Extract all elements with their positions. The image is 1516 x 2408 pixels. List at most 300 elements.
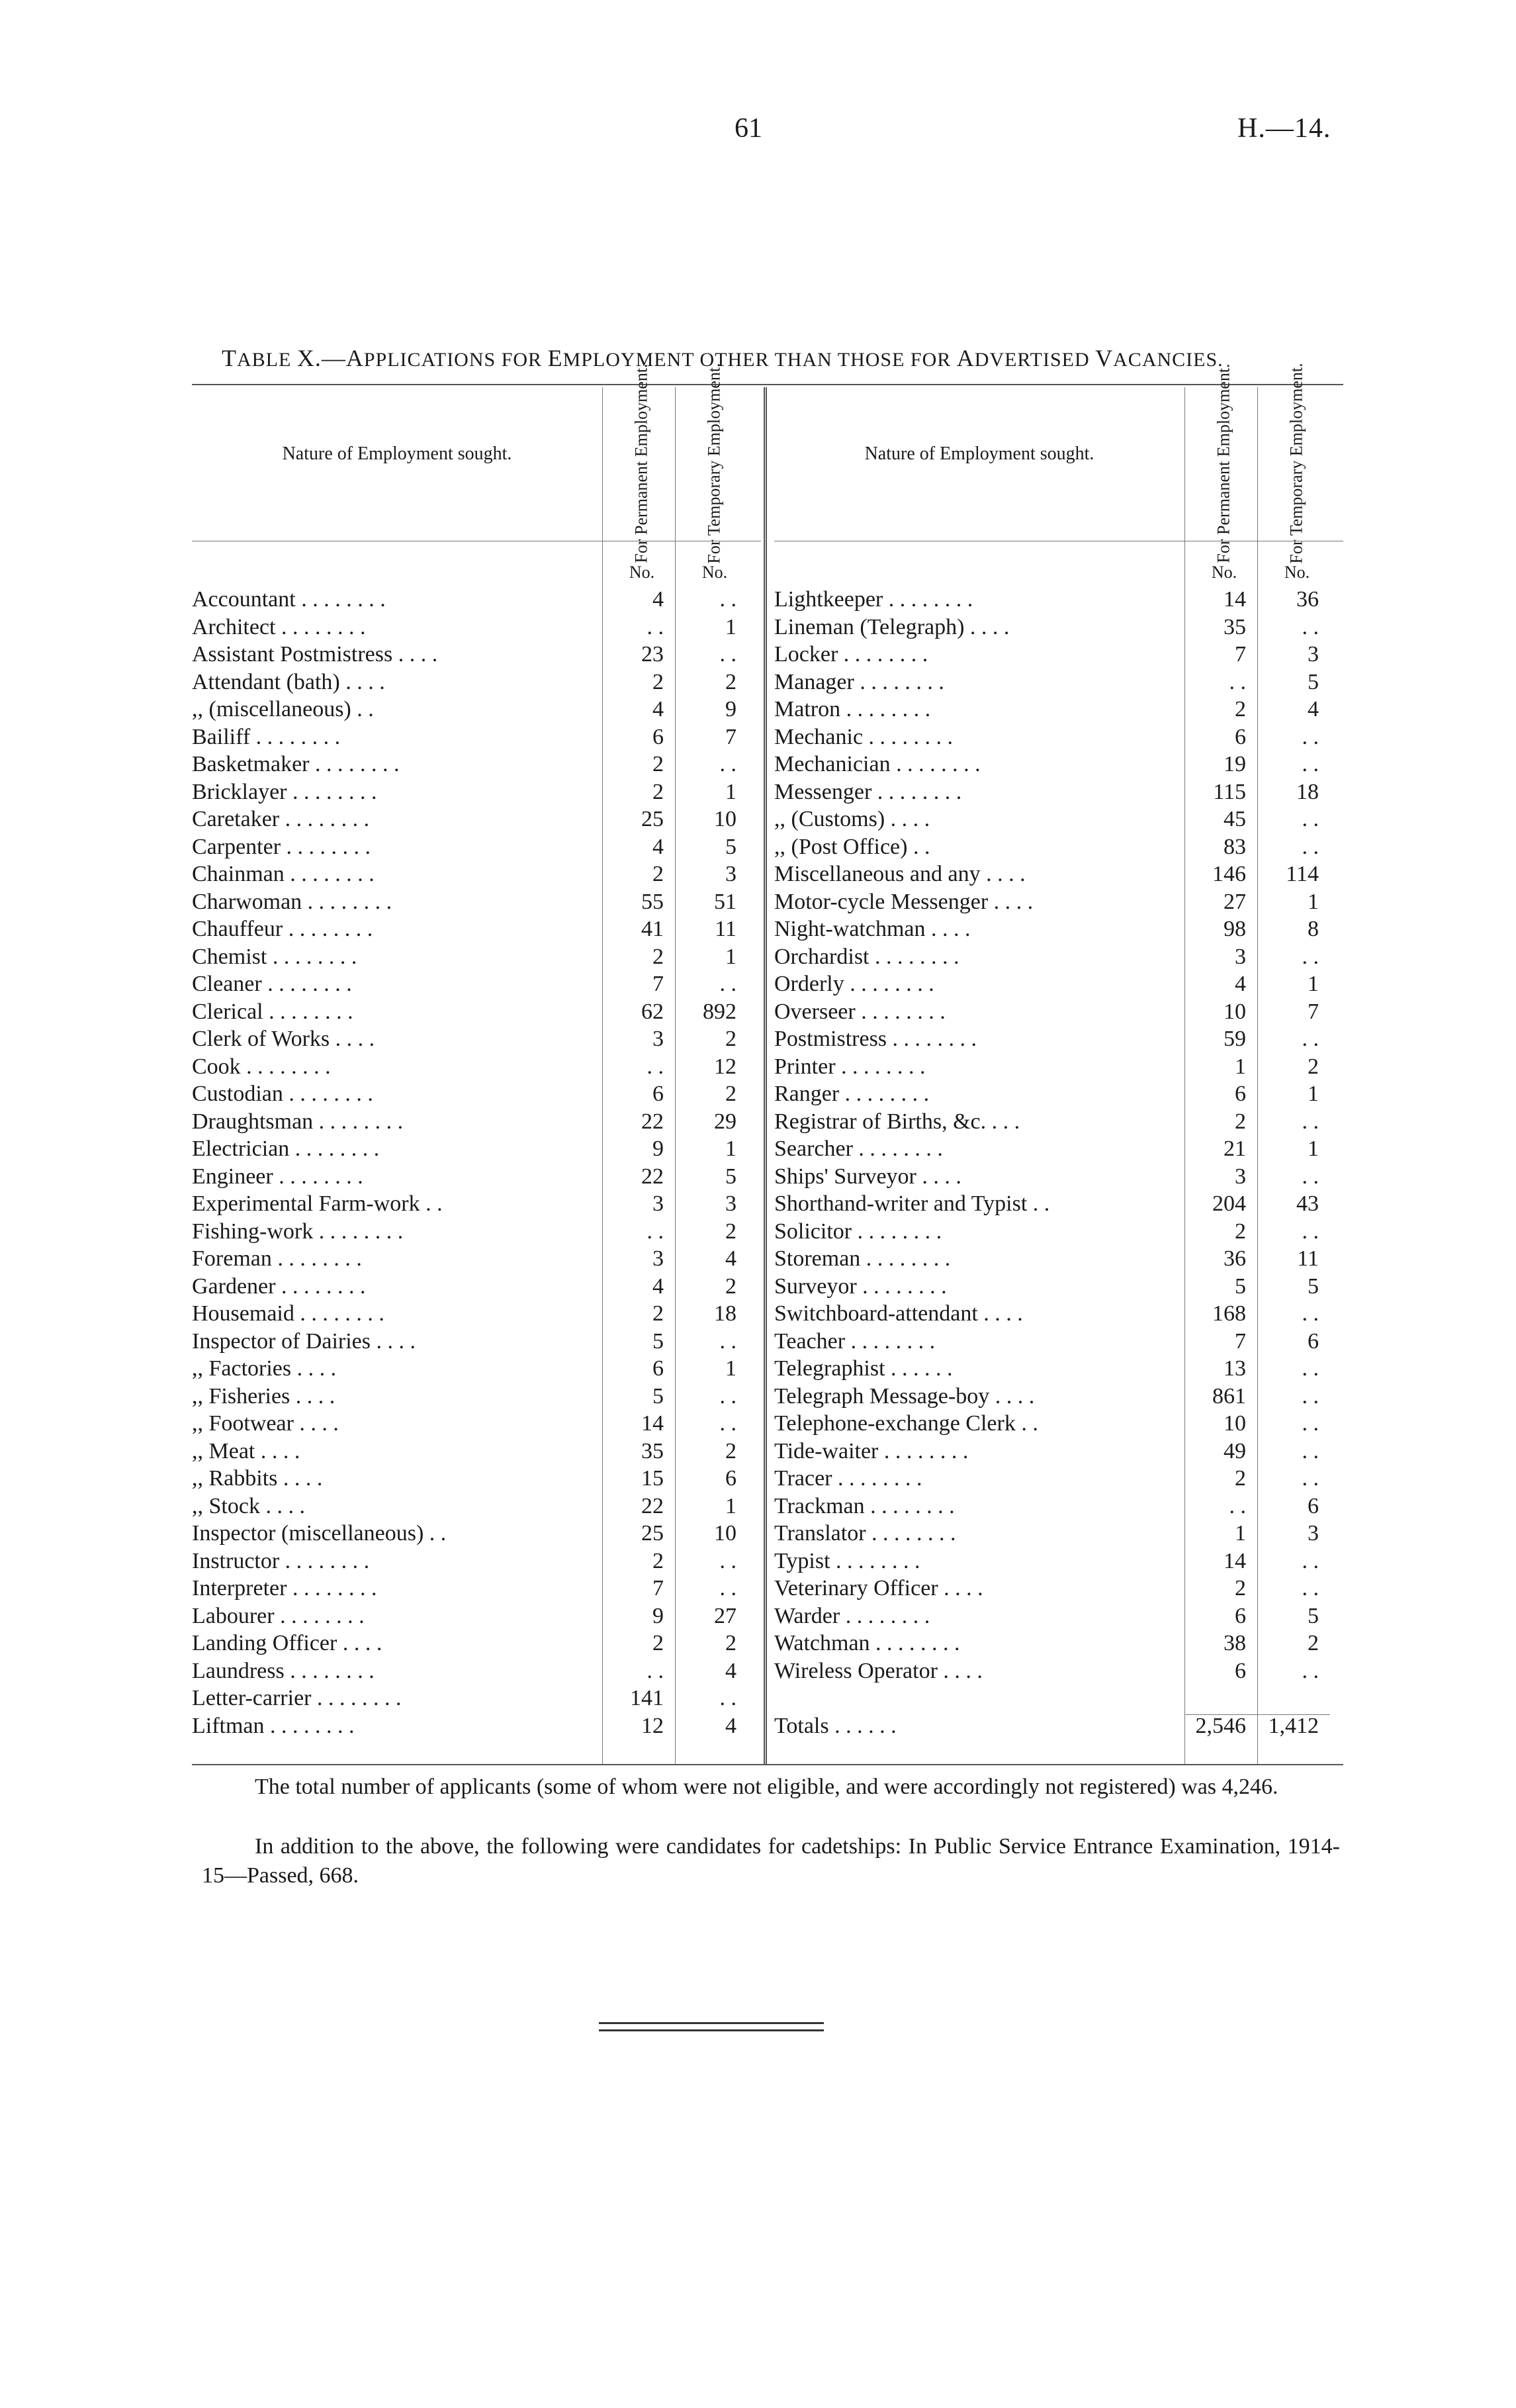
- row-occupation: Manager . . . . . . . .: [774, 669, 944, 694]
- row-temporary-count: 1: [725, 1356, 736, 1381]
- table-row: [192, 1355, 761, 1383]
- row-occupation: Miscellaneous and any . . . .: [774, 862, 1026, 886]
- row-temporary-count: 5: [1308, 1603, 1319, 1628]
- row-temporary-count: . .: [719, 1328, 736, 1354]
- row-temporary-count: 3: [725, 1191, 736, 1216]
- table-row: [192, 614, 761, 641]
- row-temporary-count: 2: [1308, 1054, 1319, 1079]
- row-occupation: Labourer . . . . . . . .: [192, 1603, 365, 1628]
- row-occupation: Warder . . . . . . . .: [774, 1603, 930, 1628]
- row-temporary-count: . .: [1302, 724, 1319, 749]
- row-permanent-count: 12: [641, 1713, 664, 1738]
- table-row: [192, 1218, 761, 1246]
- row-permanent-count: 6: [652, 1082, 664, 1106]
- table-row: [774, 1300, 1343, 1328]
- table-row: [192, 1602, 761, 1630]
- row-permanent-count: 1: [1235, 1521, 1246, 1546]
- row-temporary-count: 18: [714, 1301, 736, 1326]
- row-occupation: Bailiff . . . . . . . .: [192, 724, 341, 749]
- table-row: [774, 1465, 1343, 1493]
- row-permanent-count: 25: [641, 1521, 664, 1546]
- row-temporary-count: . .: [719, 1686, 736, 1710]
- table-row: [192, 1328, 761, 1356]
- row-permanent-count: . .: [647, 614, 664, 639]
- table-row: [192, 1410, 761, 1438]
- row-temporary-count: . .: [1302, 1164, 1319, 1189]
- row-permanent-count: 7: [1235, 1328, 1246, 1354]
- row-occupation: Registrar of Births, &c. . . .: [774, 1109, 1020, 1134]
- row-temporary-count: 1: [725, 779, 736, 804]
- row-occupation: Telegraph Message-boy . . . .: [774, 1383, 1035, 1409]
- row-permanent-count: 204: [1212, 1191, 1246, 1216]
- row-occupation: Telegraphist . . . . . .: [774, 1356, 953, 1381]
- row-permanent-count: 5: [1235, 1273, 1246, 1299]
- row-permanent-count: 23: [641, 642, 664, 667]
- table-row: [192, 586, 761, 614]
- row-occupation: Inspector (miscellaneous) . .: [192, 1521, 447, 1546]
- title-part: E: [547, 345, 563, 371]
- table-row: [774, 1080, 1343, 1108]
- row-permanent-count: 15: [641, 1466, 664, 1491]
- row-permanent-count: 146: [1212, 862, 1246, 886]
- row-temporary-count: . .: [1302, 1356, 1319, 1381]
- row-temporary-count: 7: [725, 724, 736, 749]
- row-permanent-count: 9: [652, 1136, 664, 1161]
- column-header-nature: Nature of Employment sought.: [282, 443, 512, 464]
- row-temporary-count: . .: [1302, 1438, 1319, 1463]
- row-permanent-count: 3: [652, 1246, 664, 1271]
- row-temporary-count: . .: [719, 1383, 736, 1409]
- table-row: [192, 1108, 761, 1136]
- row-temporary-count: 1: [1308, 1136, 1319, 1161]
- table-row: [192, 1438, 761, 1465]
- row-permanent-count: 14: [1224, 1548, 1246, 1573]
- end-rule-lower: [599, 2029, 824, 2031]
- table-row: [774, 1163, 1343, 1191]
- row-permanent-count: 7: [652, 1576, 664, 1600]
- row-permanent-count: 2: [652, 1301, 664, 1326]
- right-rows: [774, 586, 1343, 1739]
- table-row: [192, 1465, 761, 1493]
- title-part: ABLE: [237, 349, 297, 371]
- row-permanent-count: 10: [1224, 999, 1246, 1024]
- row-permanent-count: 3: [1235, 1164, 1246, 1189]
- row-permanent-count: 45: [1224, 807, 1246, 831]
- row-occupation: Attendant (bath) . . . .: [192, 669, 385, 694]
- row-temporary-count: 114: [1286, 862, 1319, 886]
- row-permanent-count: 6: [652, 724, 664, 749]
- table-row: [192, 915, 761, 943]
- row-occupation: Draughtsman . . . . . . . .: [192, 1109, 404, 1134]
- row-permanent-count: 22: [641, 1493, 664, 1518]
- table-row: [774, 1438, 1343, 1465]
- table-row: [774, 669, 1343, 696]
- row-occupation: Carpenter . . . . . . . .: [192, 834, 371, 859]
- row-occupation: Landing Officer . . . .: [192, 1631, 382, 1655]
- row-permanent-count: 2: [652, 862, 664, 886]
- table-row: [774, 1657, 1343, 1685]
- row-occupation: Teacher . . . . . . . .: [774, 1328, 936, 1354]
- row-occupation: Gardener . . . . . . . .: [192, 1273, 366, 1299]
- row-occupation: Architect . . . . . . . .: [192, 614, 366, 639]
- unit-label-permanent: No.: [629, 563, 655, 582]
- row-temporary-count: . .: [1302, 1301, 1319, 1326]
- row-permanent-count: 35: [1224, 614, 1246, 639]
- column-header-nature: Nature of Employment sought.: [864, 443, 1094, 464]
- table-row: [774, 1575, 1343, 1602]
- row-occupation: Locker . . . . . . . .: [774, 642, 928, 667]
- row-occupation: Basketmaker . . . . . . . .: [192, 752, 400, 776]
- row-temporary-count: 2: [725, 1273, 736, 1299]
- row-occupation: Engineer . . . . . . . .: [192, 1164, 363, 1189]
- page-number: 61: [735, 113, 762, 144]
- row-occupation: Ships' Surveyor . . . .: [774, 1164, 961, 1189]
- column-header-temporary: For Temporary Employment.: [1287, 363, 1306, 564]
- row-temporary-count: 8: [1308, 917, 1319, 941]
- row-occupation: ,, Factories . . . .: [192, 1356, 337, 1381]
- row-occupation: Wireless Operator . . . .: [774, 1658, 983, 1683]
- row-temporary-count: 1: [725, 1136, 736, 1161]
- table-row: [192, 723, 761, 751]
- row-permanent-count: 1: [1235, 1054, 1246, 1079]
- table-row: [774, 1712, 1343, 1740]
- row-temporary-count: . .: [1302, 1219, 1319, 1244]
- row-occupation: ,, Fisheries . . . .: [192, 1383, 335, 1409]
- row-permanent-count: 2: [652, 779, 664, 804]
- row-occupation: ,, (Customs) . . . .: [774, 807, 930, 831]
- row-temporary-count: . .: [1302, 1658, 1319, 1683]
- row-permanent-count: 62: [641, 999, 664, 1024]
- row-occupation: Switchboard-attendant . . . .: [774, 1301, 1023, 1326]
- row-occupation: Shorthand-writer and Typist . .: [774, 1191, 1050, 1216]
- row-temporary-count: 2: [725, 1631, 736, 1655]
- table-left-half: [192, 363, 761, 1764]
- row-permanent-count: 38: [1224, 1631, 1246, 1655]
- row-occupation: Lineman (Telegraph) . . . .: [774, 614, 1010, 639]
- row-temporary-count: . .: [1302, 834, 1319, 859]
- row-permanent-count: 2: [652, 944, 664, 969]
- table-row: [192, 998, 761, 1026]
- row-temporary-count: 6: [1308, 1328, 1319, 1354]
- row-temporary-count: 43: [1296, 1191, 1319, 1216]
- table-row: [192, 1520, 761, 1548]
- row-temporary-count: 2: [725, 669, 736, 694]
- row-occupation: Searcher . . . . . . . .: [774, 1136, 943, 1161]
- row-permanent-count: . .: [647, 1658, 664, 1683]
- row-permanent-count: 27: [1224, 889, 1246, 914]
- row-occupation: Housemaid . . . . . . . .: [192, 1301, 384, 1326]
- row-permanent-count: 9: [652, 1603, 664, 1628]
- row-permanent-count: 5: [652, 1383, 664, 1409]
- row-occupation: Caretaker . . . . . . . .: [192, 807, 370, 831]
- row-temporary-count: 1: [1308, 889, 1319, 914]
- row-permanent-count: 4: [652, 697, 664, 721]
- row-permanent-count: 59: [1224, 1027, 1246, 1051]
- row-occupation: Night-watchman . . . .: [774, 917, 971, 941]
- table-row: [192, 1025, 761, 1053]
- table-row: [774, 1190, 1343, 1218]
- table-row: [192, 751, 761, 778]
- table-row: [774, 1520, 1343, 1548]
- row-temporary-count: 7: [1308, 999, 1319, 1024]
- row-occupation: ,, Meat . . . .: [192, 1438, 300, 1463]
- table-row: [774, 915, 1343, 943]
- table-row: [192, 1657, 761, 1685]
- unit-label-temporary: No.: [1284, 563, 1310, 582]
- table-row: [774, 1493, 1343, 1520]
- row-permanent-count: 6: [652, 1356, 664, 1381]
- table-row: [774, 1245, 1343, 1273]
- table-row: [192, 943, 761, 971]
- row-occupation: Solicitor . . . . . . . .: [774, 1219, 942, 1244]
- row-occupation: Orderly . . . . . . . .: [774, 972, 934, 996]
- table-right-half: [774, 363, 1343, 1764]
- table-row: [774, 970, 1343, 998]
- table-row: [774, 1025, 1343, 1053]
- row-occupation: Bricklayer . . . . . . . .: [192, 779, 377, 804]
- row-permanent-count: 2: [652, 669, 664, 694]
- row-temporary-count: 11: [1297, 1246, 1319, 1271]
- row-permanent-count: 10: [1224, 1411, 1246, 1436]
- employment-applications-table: [192, 363, 1343, 1764]
- row-temporary-count: 1: [1308, 1082, 1319, 1106]
- table-row: [192, 1300, 761, 1328]
- table-row: [192, 641, 761, 669]
- row-temporary-count: 4: [725, 1246, 736, 1271]
- row-occupation: Typist . . . . . . . .: [774, 1548, 920, 1573]
- row-permanent-count: 3: [652, 1027, 664, 1051]
- table-row: [774, 888, 1343, 916]
- row-permanent-count: 2: [652, 1631, 664, 1655]
- table-row: [774, 1273, 1343, 1301]
- row-occupation: Tracer . . . . . . . .: [774, 1466, 922, 1491]
- row-temporary-count: 3: [725, 862, 736, 886]
- row-temporary-count: . .: [1302, 944, 1319, 969]
- row-occupation: Trackman . . . . . . . .: [774, 1493, 955, 1518]
- row-temporary-count: 3: [1308, 1521, 1319, 1546]
- table-row: [774, 1053, 1343, 1081]
- row-permanent-count: 36: [1224, 1246, 1246, 1271]
- row-permanent-count: . .: [1229, 669, 1246, 694]
- row-occupation: Clerical . . . . . . . .: [192, 999, 353, 1024]
- table-row: [774, 1355, 1343, 1383]
- row-occupation: Watchman . . . . . . . .: [774, 1631, 960, 1655]
- row-occupation: Chauffeur . . . . . . . .: [192, 917, 373, 941]
- row-temporary-count: 2: [1308, 1631, 1319, 1655]
- title-part: A: [956, 345, 975, 371]
- row-temporary-count: 5: [1308, 1273, 1319, 1299]
- row-occupation: Motor-cycle Messenger . . . .: [774, 889, 1034, 914]
- row-occupation: Surveyor . . . . . . . .: [774, 1273, 947, 1299]
- table-row: [192, 1053, 761, 1081]
- row-temporary-count: 6: [725, 1466, 736, 1491]
- row-temporary-count: 51: [714, 889, 736, 914]
- row-temporary-count: . .: [1302, 752, 1319, 776]
- row-temporary-count: . .: [1302, 807, 1319, 831]
- table-row: [192, 1190, 761, 1218]
- row-temporary-count: . .: [719, 972, 736, 996]
- title-part: MPLOYMENT OTHER THAN THOSE FOR: [562, 349, 957, 371]
- row-temporary-count: . .: [719, 642, 736, 667]
- row-occupation: Translator . . . . . . . .: [774, 1521, 956, 1546]
- row-occupation: Ranger . . . . . . . .: [774, 1082, 930, 1106]
- row-permanent-count: 2: [652, 752, 664, 776]
- row-temporary-count: 2: [725, 1027, 736, 1051]
- title-part: V: [1095, 345, 1114, 371]
- table-row: [774, 860, 1343, 888]
- row-occupation: Fishing-work . . . . . . . .: [192, 1219, 404, 1244]
- table-row: [192, 1135, 761, 1163]
- row-permanent-count: 25: [641, 807, 664, 831]
- row-temporary-count: . .: [1302, 1466, 1319, 1491]
- title-part: PPLICATIONS FOR: [363, 349, 548, 371]
- row-permanent-count: . .: [647, 1219, 664, 1244]
- row-temporary-count: 27: [714, 1603, 736, 1628]
- table-row: [774, 1602, 1343, 1630]
- row-permanent-count: 22: [641, 1164, 664, 1189]
- row-temporary-count: 3: [1308, 642, 1319, 667]
- row-permanent-count: 49: [1224, 1438, 1246, 1463]
- row-occupation: Electrician . . . . . . . .: [192, 1136, 380, 1161]
- row-occupation: Tide-waiter . . . . . . . .: [774, 1438, 969, 1463]
- row-occupation: ,, (miscellaneous) . .: [192, 697, 374, 721]
- table-row: [192, 1548, 761, 1575]
- row-permanent-count: 13: [1224, 1356, 1246, 1381]
- row-occupation: Cook . . . . . . . .: [192, 1054, 331, 1079]
- table-row: [774, 641, 1343, 669]
- row-occupation: ,, Footwear . . . .: [192, 1411, 339, 1436]
- row-occupation: ,, Rabbits . . . .: [192, 1466, 323, 1491]
- table-row: [774, 614, 1343, 641]
- row-permanent-count: 83: [1224, 834, 1246, 859]
- table-row: [774, 1548, 1343, 1575]
- row-permanent-count: . .: [1229, 1493, 1246, 1518]
- table-row: [192, 778, 761, 806]
- table-row: [774, 1135, 1343, 1163]
- row-occupation: Mechanician . . . . . . . .: [774, 752, 981, 776]
- row-occupation: Messenger . . . . . . . .: [774, 779, 962, 804]
- table-row: [192, 1575, 761, 1602]
- row-temporary-count: 1,412: [1268, 1713, 1319, 1738]
- note-total-applicants: The total number of applicants (some of whom were not eligible, and were accordingly not registered) was 4,246.: [255, 1775, 1278, 1799]
- row-occupation: Accountant . . . . . . . .: [192, 587, 386, 612]
- row-temporary-count: 2: [725, 1219, 736, 1244]
- end-rule-upper: [599, 2022, 824, 2024]
- row-temporary-count: 36: [1296, 587, 1319, 612]
- table-row: [192, 970, 761, 998]
- row-occupation: Matron . . . . . . . .: [774, 697, 931, 721]
- table-row: [774, 998, 1343, 1026]
- table-row: [192, 1493, 761, 1520]
- row-permanent-count: 3: [652, 1191, 664, 1216]
- table-row: [192, 806, 761, 833]
- row-temporary-count: 2: [725, 1082, 736, 1106]
- document-reference: H.—14.: [1237, 113, 1331, 144]
- table-row: [774, 1383, 1343, 1411]
- title-part: T: [222, 345, 237, 371]
- row-temporary-count: 18: [1296, 779, 1319, 804]
- row-occupation: Chemist . . . . . . . .: [192, 944, 357, 969]
- row-permanent-count: 3: [1235, 944, 1246, 969]
- row-temporary-count: . .: [1302, 1576, 1319, 1600]
- table-row: [192, 696, 761, 723]
- table-row: [774, 723, 1343, 751]
- row-temporary-count: . .: [719, 1548, 736, 1573]
- row-temporary-count: . .: [1302, 1548, 1319, 1573]
- row-occupation: Assistant Postmistress . . . .: [192, 642, 438, 667]
- table-row: [774, 943, 1343, 971]
- table-row: [192, 1630, 761, 1657]
- table-row: [192, 860, 761, 888]
- row-temporary-count: 892: [703, 999, 736, 1024]
- note-cadetships: In addition to the above, the following were candidates for cadetships: In Public Service Entrance Examination, 1914-15—Passed, 668.: [202, 1834, 1340, 1888]
- row-occupation: Lightkeeper . . . . . . . .: [774, 587, 973, 612]
- table-row: [192, 1163, 761, 1191]
- row-occupation: ,, (Post Office) . .: [774, 834, 930, 859]
- unit-label-temporary: No.: [701, 563, 728, 582]
- table-title: [222, 344, 1333, 372]
- center-double-rule: [764, 387, 767, 1764]
- row-permanent-count: 4: [652, 1273, 664, 1299]
- title-part: ACANCIES.: [1113, 349, 1224, 371]
- row-temporary-count: . .: [719, 1411, 736, 1436]
- column-header-permanent: For Permanent Employment.: [1214, 363, 1233, 563]
- unit-label-permanent: No.: [1211, 563, 1237, 582]
- row-occupation: Storeman . . . . . . . .: [774, 1246, 951, 1271]
- table-top-rule: [192, 384, 1343, 385]
- row-occupation: Foreman . . . . . . . .: [192, 1246, 362, 1271]
- row-permanent-count: 141: [630, 1686, 664, 1710]
- row-temporary-count: 1: [725, 1493, 736, 1518]
- table-row: [774, 778, 1343, 806]
- row-occupation: ,, Stock . . . .: [192, 1493, 305, 1518]
- row-permanent-count: 115: [1213, 779, 1246, 804]
- row-temporary-count: 5: [1308, 669, 1319, 694]
- row-occupation: Chainman . . . . . . . .: [192, 862, 375, 886]
- row-occupation: Telephone-exchange Clerk . .: [774, 1411, 1038, 1436]
- table-row: [192, 1712, 761, 1740]
- row-occupation: Orchardist . . . . . . . .: [774, 944, 959, 969]
- row-permanent-count: 861: [1212, 1383, 1246, 1409]
- table-row: [774, 806, 1343, 833]
- row-occupation: Liftman . . . . . . . .: [192, 1713, 355, 1738]
- row-permanent-count: 2: [1235, 1576, 1246, 1600]
- row-occupation: Charwoman . . . . . . . .: [192, 889, 392, 914]
- row-temporary-count: 9: [725, 697, 736, 721]
- row-permanent-count: 14: [1224, 587, 1246, 612]
- row-permanent-count: 7: [1235, 642, 1246, 667]
- table-row: [774, 1218, 1343, 1246]
- row-temporary-count: 29: [714, 1109, 736, 1134]
- row-temporary-count: . .: [1302, 614, 1319, 639]
- row-permanent-count: 2: [1235, 1466, 1246, 1491]
- row-permanent-count: 22: [641, 1109, 664, 1134]
- table-row: [192, 669, 761, 696]
- table-bottom-rule: [192, 1764, 1343, 1765]
- table-row: [774, 1630, 1343, 1657]
- row-permanent-count: 168: [1212, 1301, 1246, 1326]
- row-permanent-count: . .: [647, 1054, 664, 1079]
- row-permanent-count: 98: [1224, 917, 1246, 941]
- row-permanent-count: 7: [652, 972, 664, 996]
- row-temporary-count: 4: [1308, 697, 1319, 721]
- row-occupation: Experimental Farm-work . .: [192, 1191, 443, 1216]
- row-occupation: Instructor . . . . . . . .: [192, 1548, 370, 1573]
- row-permanent-count: 2,546: [1195, 1713, 1246, 1738]
- row-temporary-count: 1: [725, 614, 736, 639]
- table-row: [774, 1328, 1343, 1356]
- row-occupation: Inspector of Dairies . . . .: [192, 1328, 416, 1354]
